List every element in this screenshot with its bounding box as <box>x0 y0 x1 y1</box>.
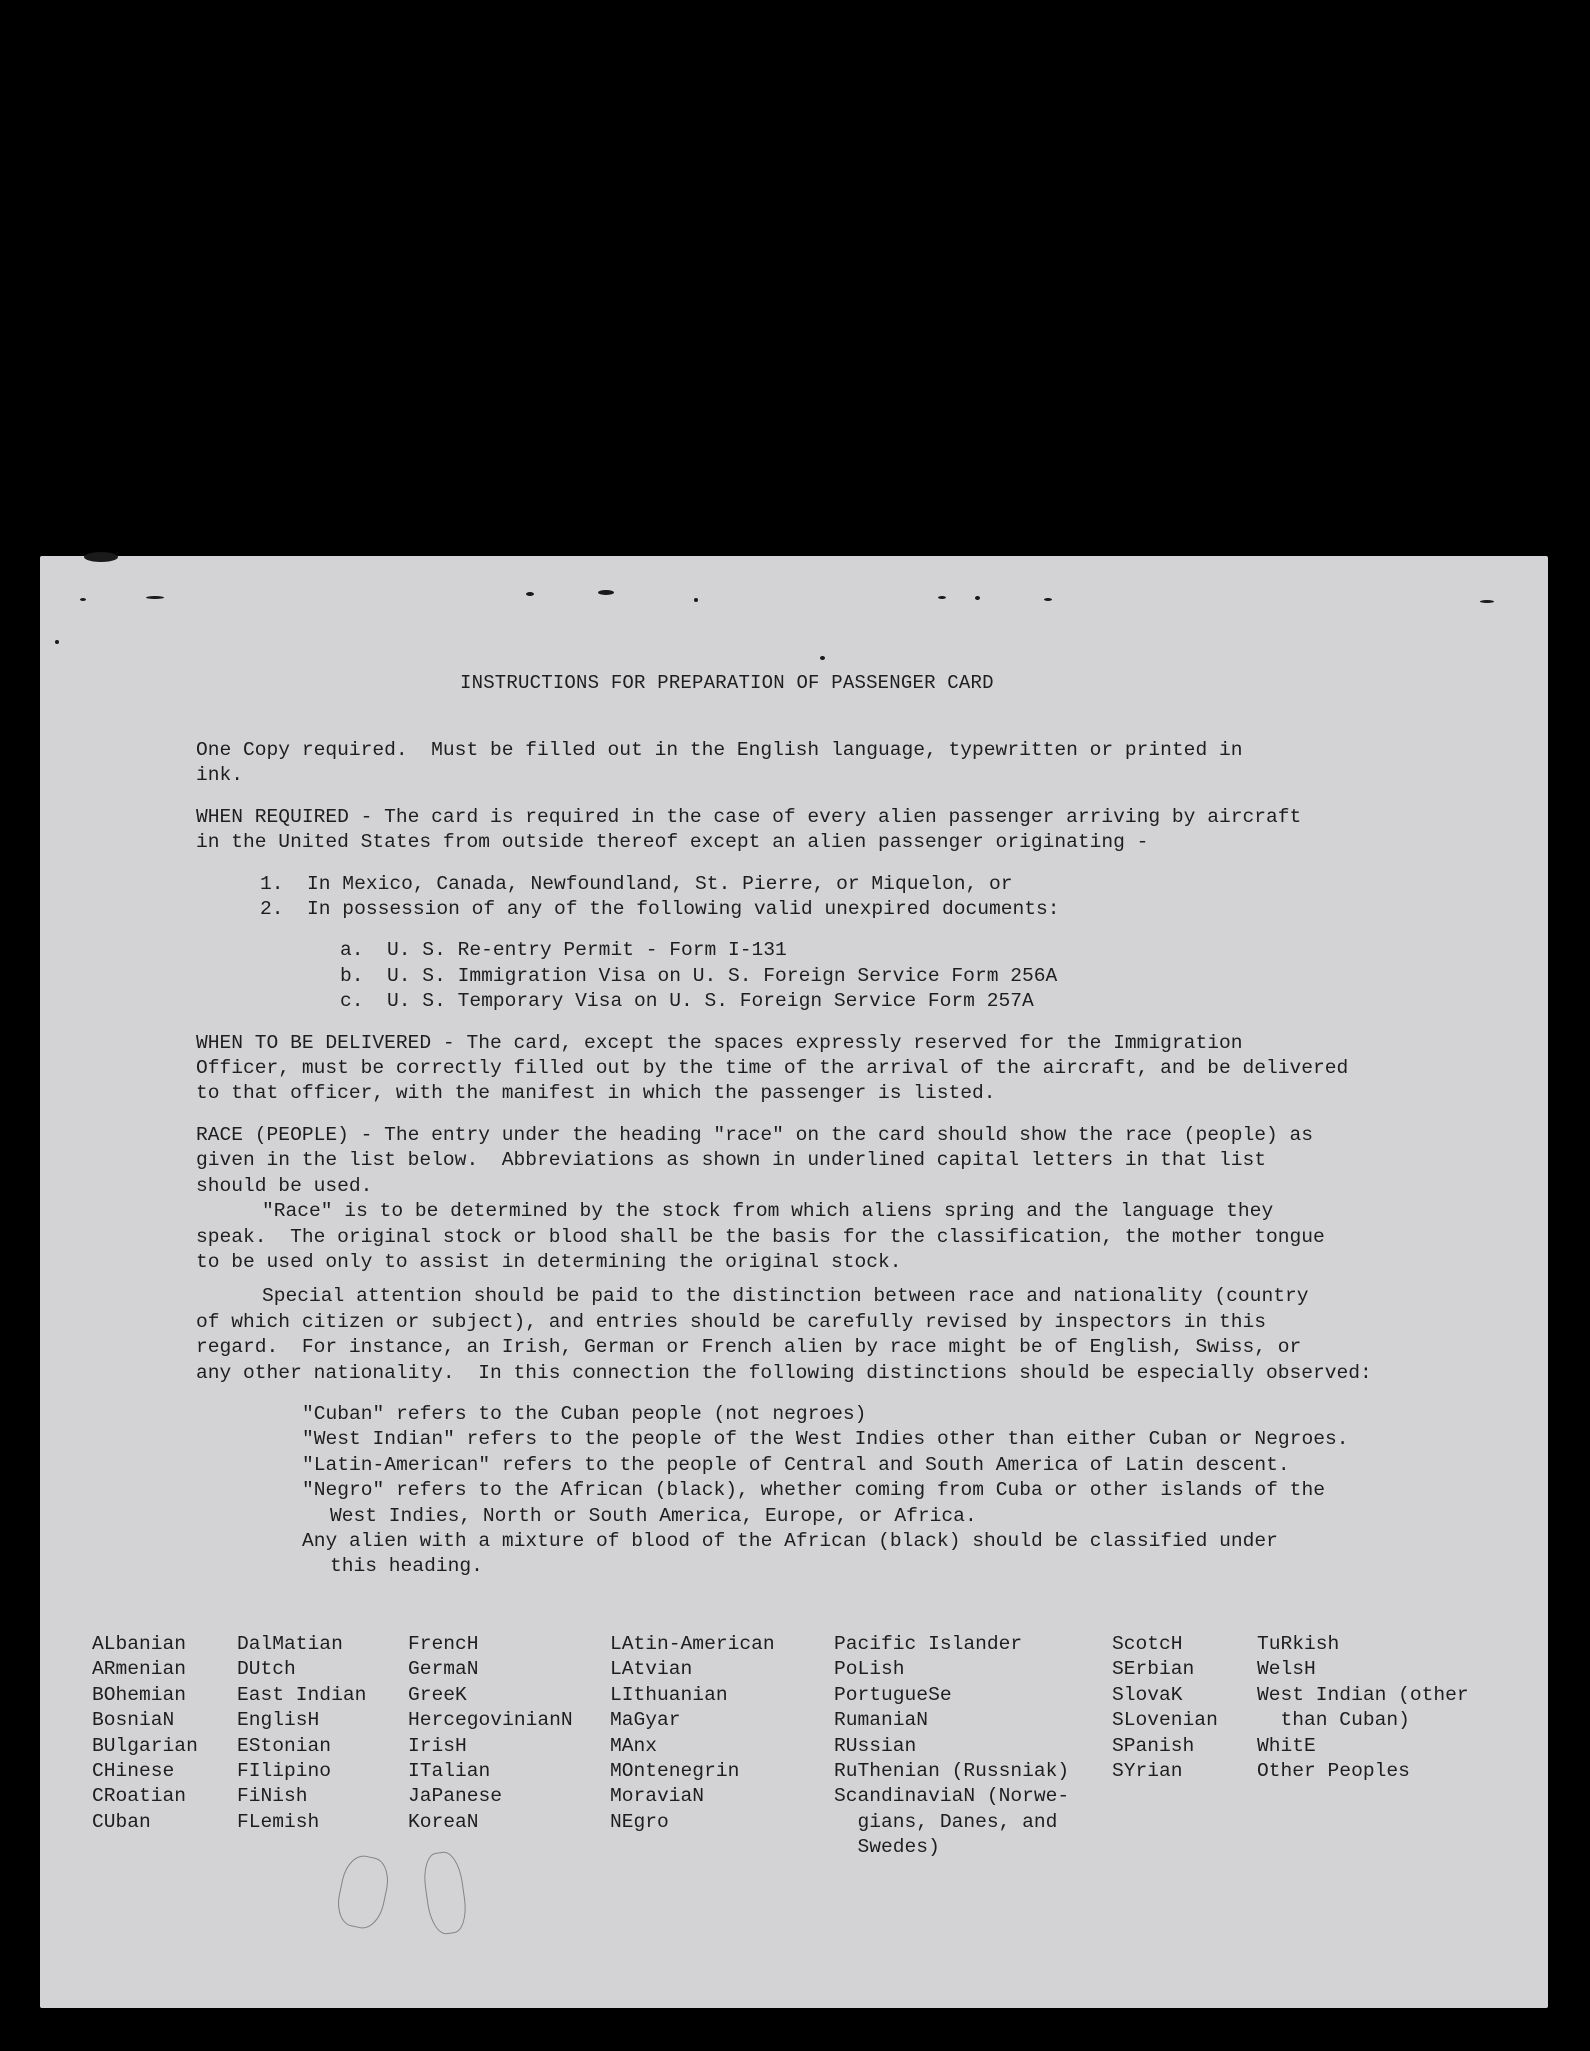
race-entry: CHinese <box>92 1759 175 1782</box>
race-line: RACE (PEOPLE) - The entry under the heading "race" on the card should show the race (people) as <box>196 1123 1314 1146</box>
race-entry: East Indian <box>237 1683 367 1706</box>
race-entry: WelsH <box>1257 1658 1316 1681</box>
intro-line: One Copy required. Must be filled out in the English language, typewritten or printed in <box>196 739 1243 761</box>
scan-speck <box>1480 600 1494 603</box>
race-column <box>92 1632 198 1835</box>
scan-speck <box>820 656 825 660</box>
page-title: INSTRUCTIONS FOR PREPARATION OF PASSENGER CARD <box>460 672 994 694</box>
race-column <box>237 1632 366 1835</box>
race-line: "Race" is to be determined by the stock from which aliens spring and the language they <box>262 1200 1274 1223</box>
race-entry: GermaN <box>408 1658 479 1681</box>
race-line: Special attention should be paid to the distinction between race and nationality (country <box>262 1285 1309 1308</box>
document-page <box>40 556 1548 2008</box>
race-entry: RuThenian (Russniak) <box>834 1759 1070 1782</box>
race-entry: than Cuban) <box>1257 1709 1410 1732</box>
race-entry: RUssian <box>834 1734 917 1757</box>
scan-speck <box>598 590 614 595</box>
race-line: to be used only to assist in determining the original stock. <box>196 1250 902 1273</box>
race-entry: SYrian <box>1112 1759 1183 1782</box>
race-entry: FrencH <box>408 1633 479 1655</box>
handwritten-mark <box>333 1852 393 1932</box>
race-entry: FIlipino <box>237 1759 332 1782</box>
race-entry: EStonian <box>237 1734 332 1757</box>
race-entry: Swedes) <box>834 1836 940 1859</box>
distinction-line: "Cuban" refers to the Cuban people (not negroes) <box>302 1402 867 1425</box>
race-entry: Pacific Islander <box>834 1633 1023 1655</box>
race-entry: SErbian <box>1112 1658 1195 1681</box>
race-entry: CUban <box>92 1810 151 1833</box>
race-line: speak. The original stock or blood shall be the basis for the classification, the mother tongue <box>196 1225 1325 1248</box>
document-item: b. U. S. Immigration Visa on U. S. Foreign Service Form 256A <box>340 964 1058 987</box>
numbered-item: 2. In possession of any of the following valid unexpired documents: <box>260 898 1060 921</box>
distinction-line: "Negro" refers to the African (black), whether coming from Cuba or other islands of the <box>302 1479 1325 1502</box>
race-entry: ScandinaviaN (Norwe- <box>834 1785 1070 1808</box>
race-entry: JaPanese <box>408 1785 503 1808</box>
race-column <box>610 1632 775 1835</box>
race-entry: MoraviaN <box>610 1785 705 1808</box>
race-entry: DUtch <box>237 1658 296 1681</box>
race-entry: gians, Danes, and <box>834 1810 1058 1833</box>
scan-speck <box>694 598 698 602</box>
race-entry: RumaniaN <box>834 1709 929 1732</box>
race-entry: HercegovinianN <box>408 1709 573 1732</box>
scan-speck <box>55 640 59 644</box>
distinction-line: Any alien with a mixture of blood of the African (black) should be classified under <box>302 1529 1278 1552</box>
when-delivered-line: Officer, must be correctly filled out by the time of the arrival of the aircraft, and be delivered <box>196 1057 1349 1080</box>
handwritten-mark <box>420 1850 469 1936</box>
race-entry: ScotcH <box>1112 1633 1183 1655</box>
race-entry: WhitE <box>1257 1734 1316 1757</box>
scan-speck <box>975 596 980 600</box>
race-line: of which citizen or subject), and entries should be carefully revised by inspectors in this <box>196 1310 1266 1333</box>
race-entry: DalMatian <box>237 1633 343 1655</box>
race-entry: BUlgarian <box>92 1734 198 1757</box>
scan-speck <box>80 598 86 601</box>
race-entry: ITalian <box>408 1759 491 1782</box>
race-entry: BosniaN <box>92 1709 175 1732</box>
document-item: a. U. S. Re-entry Permit - Form I-131 <box>340 939 787 962</box>
race-column <box>1112 1632 1218 1784</box>
race-column <box>1257 1632 1469 1784</box>
race-entry: MAnx <box>610 1734 658 1757</box>
race-entry: MaGyar <box>610 1709 681 1732</box>
race-entry: FiNish <box>237 1785 308 1808</box>
when-delivered-line: to that officer, with the manifest in which the passenger is listed. <box>196 1082 996 1105</box>
race-entry: BOhemian <box>92 1683 187 1706</box>
distinction-line: "West Indian" refers to the people of the West Indies other than either Cuban or Negroes. <box>302 1428 1349 1451</box>
race-entry: SlovaK <box>1112 1683 1183 1706</box>
race-line: regard. For instance, an Irish, German or French alien by race might be of English, Swiss, or <box>196 1336 1302 1359</box>
scan-speck <box>146 596 164 599</box>
race-line: given in the list below. Abbreviations as shown in underlined capital letters in that list <box>196 1149 1266 1172</box>
race-entry: ALbanian <box>92 1633 187 1655</box>
scan-speck <box>1044 598 1052 601</box>
race-entry: LAtin-American <box>610 1633 775 1655</box>
race-entry: SLovenian <box>1112 1709 1218 1732</box>
distinction-line: West Indies, North or South America, Europe, or Africa. <box>330 1504 977 1527</box>
race-entry: SPanish <box>1112 1734 1195 1757</box>
race-entry: EnglisH <box>237 1709 320 1732</box>
document-item: c. U. S. Temporary Visa on U. S. Foreign Service Form 257A <box>340 990 1034 1013</box>
race-entry: ARmenian <box>92 1658 187 1681</box>
race-column <box>834 1632 1069 1861</box>
race-entry: CRoatian <box>92 1785 187 1808</box>
distinction-line: "Latin-American" refers to the people of Central and South America of Latin descent. <box>302 1453 1290 1476</box>
when-delivered-line: WHEN TO BE DELIVERED - The card, except the spaces expressly reserved for the Immigration <box>196 1031 1243 1054</box>
numbered-item: 1. In Mexico, Canada, Newfoundland, St. Pierre, or Miquelon, or <box>260 872 1013 895</box>
race-entry: LIthuanian <box>610 1683 728 1706</box>
race-column <box>408 1632 573 1835</box>
race-entry: West Indian (other <box>1257 1683 1469 1706</box>
when-required-line: WHEN REQUIRED - The card is required in the case of every alien passenger arriving by aircraft <box>196 805 1302 828</box>
intro-line: ink. <box>196 764 244 787</box>
race-entry: NEgro <box>610 1810 669 1833</box>
race-line: should be used. <box>196 1174 373 1197</box>
race-entry: KoreaN <box>408 1810 479 1833</box>
scan-speck <box>84 552 118 562</box>
race-entry: FLemish <box>237 1810 320 1833</box>
race-line: any other nationality. In this connection the following distinctions should be especially observed: <box>196 1361 1372 1384</box>
scan-speck <box>526 592 534 596</box>
instructions-body <box>196 738 1536 1580</box>
race-entry: PoLish <box>834 1658 905 1681</box>
distinction-line: this heading. <box>330 1555 483 1578</box>
race-entry: GreeK <box>408 1683 467 1706</box>
scan-speck <box>938 596 946 599</box>
race-entry: IrisH <box>408 1734 467 1757</box>
when-required-line: in the United States from outside thereof except an alien passenger originating - <box>196 831 1149 854</box>
race-entry: TuRkish <box>1257 1633 1340 1655</box>
race-entry: LAtvian <box>610 1658 693 1681</box>
race-entry: Other Peoples <box>1257 1759 1410 1782</box>
race-entry: MOntenegrin <box>610 1759 740 1782</box>
race-entry: PortugueSe <box>834 1683 952 1706</box>
